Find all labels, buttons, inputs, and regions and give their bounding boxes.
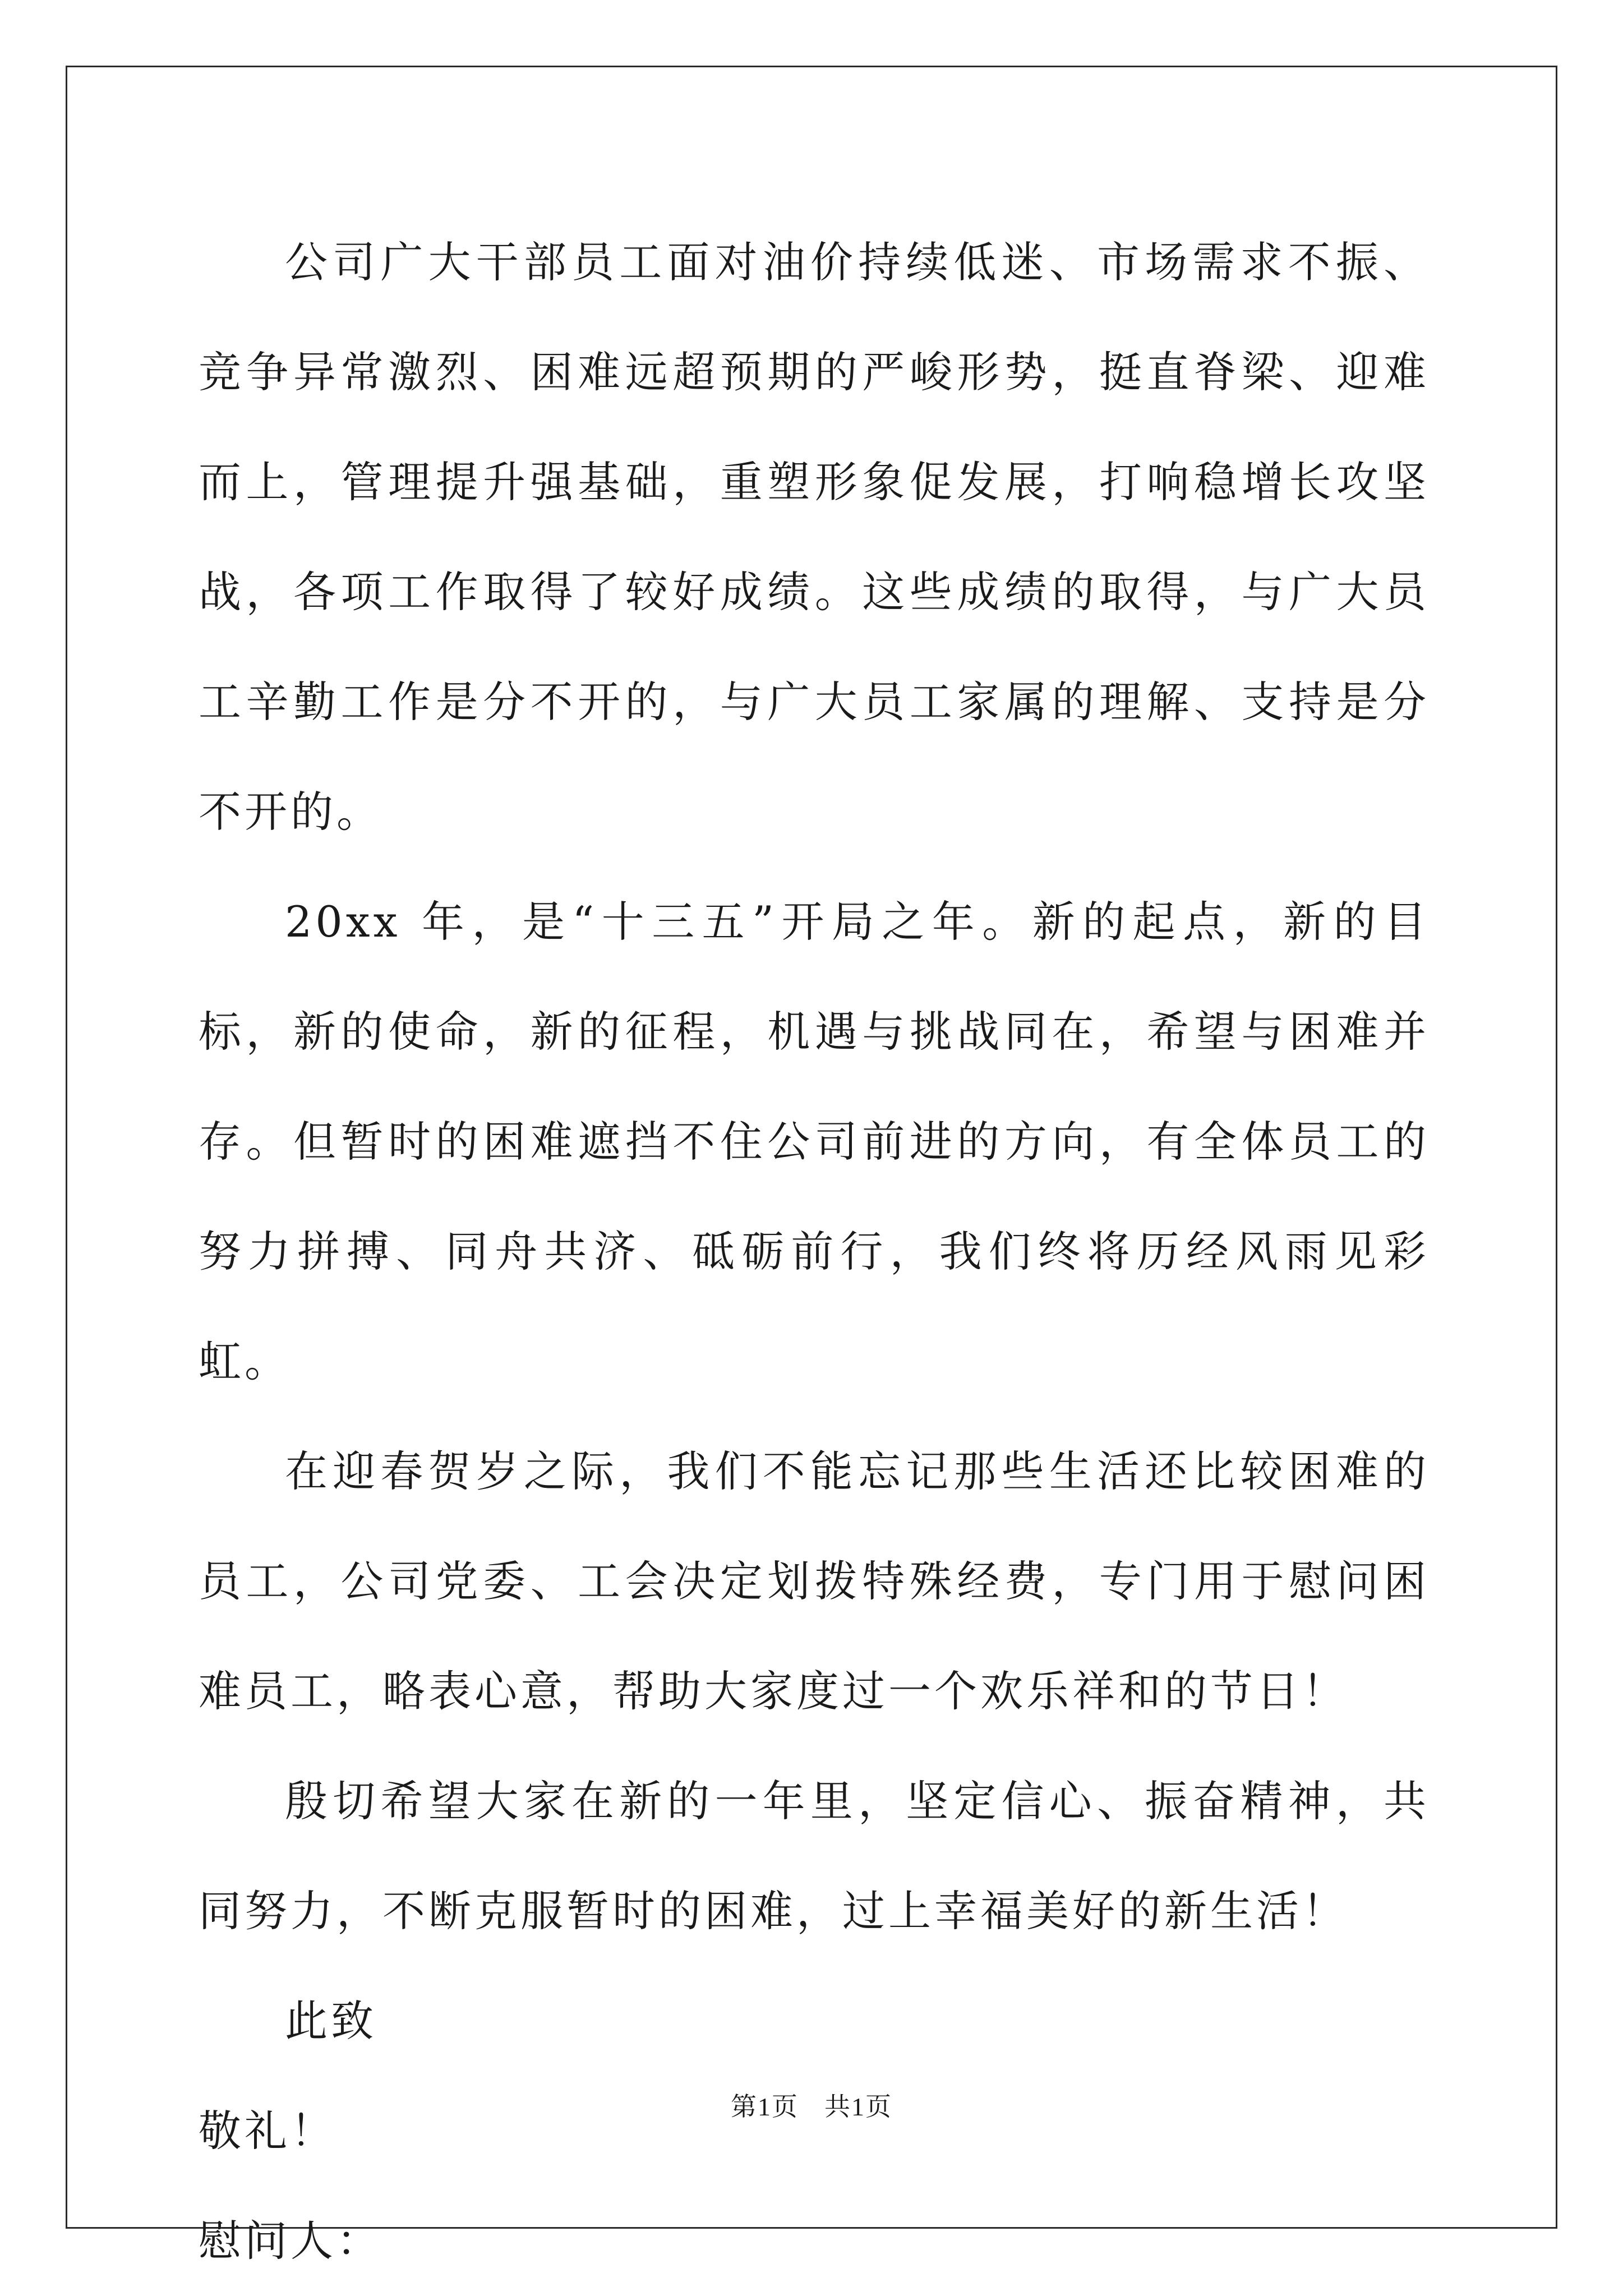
signature-label: 慰问人： <box>199 2216 382 2266</box>
letter-body <box>199 208 1430 2296</box>
paragraph-condolence-funds: 在迎春贺岁之际，我们不能忘记那些生活还比较困难的员工，公司党委、工会决定划拨特殊经费，专门用于慰问困难员工，略表心意，帮助大家度过一个欢乐祥和的节日！ <box>199 1446 1430 1716</box>
paragraph-wishes: 殷切希望大家在新的一年里，坚定信心、振奋精神，共同努力，不断克服暂时的困难，过上幸福美好的新生活！ <box>199 1776 1430 1936</box>
paragraph-achievements: 公司广大干部员工面对油价持续低迷、市场需求不振、竞争异常激烈、困难远超预期的严峻形势，挺直脊梁、迎难而上，管理提升强基础，重塑形象促发展，打响稳增长攻坚战，各项工作取得了较好成绩。这些成绩的取得，与广大员工辛勤工作是分不开的，与广大员工家属的理解、支持是分不开的。 <box>199 237 1430 837</box>
paragraph-new-year-outlook: 20xx 年，是“十三五”开局之年。新的起点，新的目标，新的使命，新的征程，机遇与挑战同在，希望与困难并存。但暂时的困难遮挡不住公司前进的方向，有全体员工的努力拼搏、同舟共济、砥砺前行，我们终将历经风雨见彩虹。 <box>199 897 1430 1386</box>
page-footer <box>0 2086 1623 2123</box>
page-number-current: 第1页 <box>731 2092 799 2121</box>
closing-phrase: 此致 <box>285 1996 377 2046</box>
salute-phrase: 敬礼！ <box>199 2106 336 2156</box>
page-number-total: 共1页 <box>824 2092 892 2121</box>
